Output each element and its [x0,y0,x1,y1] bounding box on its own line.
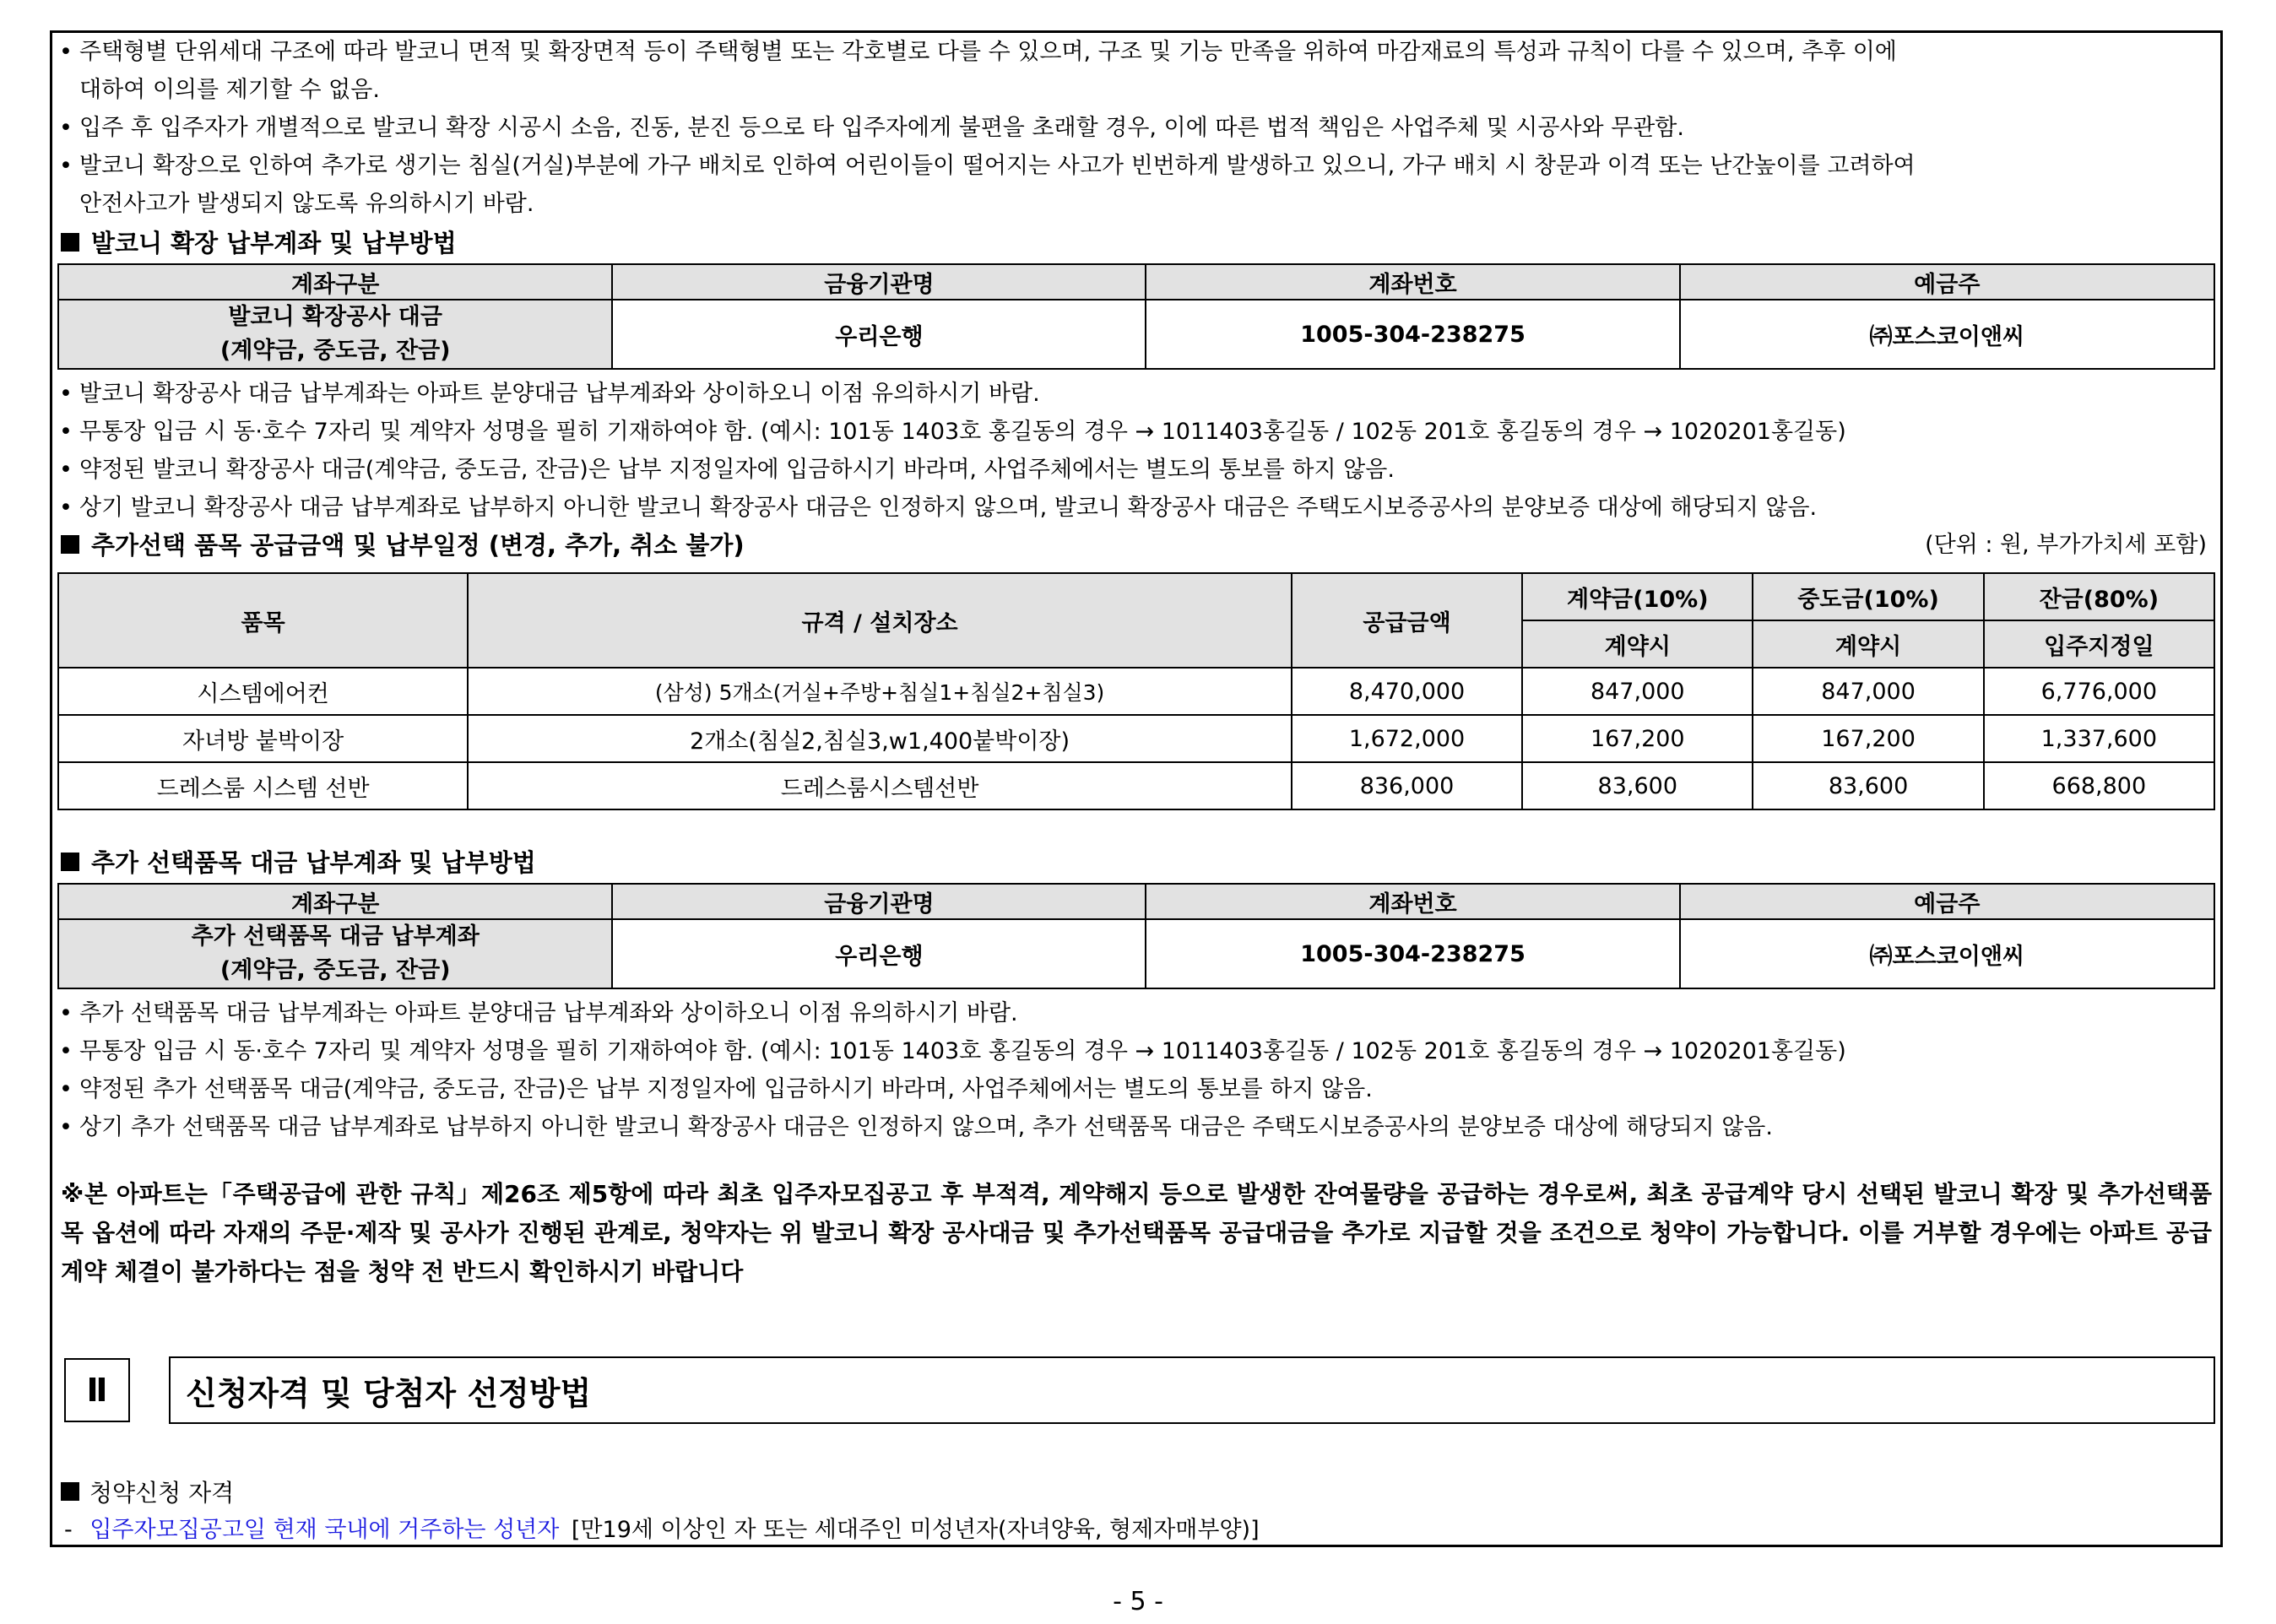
balcony-payment-note: • 발코니 확장공사 대금 납부계좌는 아파트 분양대금 납부계좌와 상이하오니 이점 유의하시기 바람. [57,375,2215,413]
header-deposit-when: 계약시 [1522,620,1753,668]
spec-cell: 2개소(침실2,침실3,w1,400붙박이장) [468,715,1292,762]
balcony-note: • 입주 후 입주자가 개별적으로 발코니 확장 시공시 소음, 진동, 분진 등으로 타 입주자에게 불편을 초래할 경우, 이에 따른 법적 책임은 사업주체 및 시공사와 무관함. [57,109,2215,147]
deposit-cell: 167,200 [1522,715,1753,762]
holder-cell: ㈜포스코이앤씨 [1680,300,2214,369]
header-account-type: 계좌구분 [58,884,612,919]
eligibility-line [64,1512,1260,1549]
square-bullet-icon [61,1482,79,1501]
header-balance-when: 입주지정일 [1984,620,2214,668]
header-account-type: 계좌구분 [58,264,612,300]
eligibility-detail: [만19세 이상인 자 또는 세대주인 미성년자(자녀양육, 형제자매부양)] [571,1517,1260,1543]
unit-note: (단위 : 원, 부가가치세 포함) [1925,532,2207,558]
header-middle: 중도금(10%) [1753,573,1983,620]
balcony-account-title: 발코니 확장 납부계좌 및 납부방법 [57,223,2215,263]
amount-cell: 8,470,000 [1292,668,1522,715]
item-cell: 드레스룸 시스템 선반 [58,762,468,809]
header-holder: 예금주 [1680,884,2214,919]
item-cell: 시스템에어컨 [58,668,468,715]
header-spec: 규격 / 설치장소 [468,573,1292,668]
account-number-cell: 1005-304-238275 [1146,919,1679,988]
header-holder: 예금주 [1680,264,2214,300]
option-payment-note: • 추가 선택품목 대금 납부계좌는 아파트 분양대금 납부계좌와 상이하오니 이점 유의하시기 바람. [57,994,2215,1032]
square-bullet-icon [61,233,79,252]
account-number-cell: 1005-304-238275 [1146,300,1679,369]
item-cell: 자녀방 붙박이장 [58,715,468,762]
square-bullet-icon [61,853,79,871]
balance-cell: 668,800 [1984,762,2214,809]
middle-cell: 167,200 [1753,715,1983,762]
balcony-note: • 발코니 확장으로 인하여 추가로 생기는 침실(거실)부분에 가구 배치로 인하여 어린이들이 떨어지는 사고가 빈번하게 발생하고 있으니, 가구 배치 시 창문과 이격 또는 난간높이를 고려하여 [57,147,2215,185]
eligibility-title: 청약신청 자격 [57,1475,234,1512]
option-payment-note: • 상기 추가 선택품목 대금 납부계좌로 납부하지 아니한 발코니 확장공사 대금은 인정하지 않으며, 추가 선택품목 대금은 주택도시보증공사의 분양보증 대상에 해당되지 않음. [57,1108,2215,1146]
table-row [58,668,2214,715]
header-bank: 금융기관명 [612,884,1146,919]
page-content [57,33,2215,1291]
deposit-cell: 83,600 [1522,762,1753,809]
middle-cell: 83,600 [1753,762,1983,809]
header-bank: 금융기관명 [612,264,1146,300]
table-row [58,715,2214,762]
header-amount: 공급금액 [1292,573,1522,668]
balcony-note-continuation: 대하여 이의를 제기할 수 없음. [79,77,380,103]
option-account-title: 추가 선택품목 대금 납부계좌 및 납부방법 [57,842,2215,883]
header-account-number: 계좌번호 [1146,884,1679,919]
middle-cell: 847,000 [1753,668,1983,715]
balance-cell: 1,337,600 [1984,715,2214,762]
table-row [58,762,2214,809]
header-item: 품목 [58,573,468,668]
square-bullet-icon [61,535,79,554]
amount-cell: 836,000 [1292,762,1522,809]
balcony-note: • 주택형별 단위세대 구조에 따라 발코니 면적 및 확장면적 등이 주택형별 또는 각호별로 다를 수 있으며, 구조 및 기능 만족을 위하여 마감재료의 특성과 규칙이 다를 수 있으며, 추후 이에 [57,33,2215,71]
options-title: 추가선택 품목 공급금액 및 납부일정 (변경, 추가, 취소 불가) (단위 : 원, 부가가치세 포함) [57,527,2215,564]
option-payment-note: • 무통장 입금 시 동·호수 7자리 및 계약자 성명을 필히 기재하여야 함. (예시: 101동 1403호 홍길동의 경우 → 1011403홍길동 / 102동 201호 홍길동의 경우 → 1020201홍길동) [57,1032,2215,1070]
header-middle-when: 계약시 [1753,620,1983,668]
amount-cell: 1,672,000 [1292,715,1522,762]
balcony-payment-note: • 상기 발코니 확장공사 대금 납부계좌로 납부하지 아니한 발코니 확장공사 대금은 인정하지 않으며, 발코니 확장공사 대금은 주택도시보증공사의 분양보증 대상에 해당되지 않음. [57,489,2215,527]
header-balance: 잔금(80%) [1984,573,2214,620]
balcony-account-table [57,263,2215,370]
chapter-numeral: Ⅱ [64,1358,130,1422]
header-account-number: 계좌번호 [1146,264,1679,300]
page-frame [50,30,2223,1547]
option-account-table [57,883,2215,989]
resale-notice: ※본 아파트는「주택공급에 관한 규칙」제26조 제5항에 따라 최초 입주자모집공고 후 부적격, 계약해지 등으로 발생한 잔여물량을 공급하는 경우로써, 최초 공급계약 당시 선택된 발코니 확장 및 추가선택품목 옵션에 따라 자재의 주문·제작 및 공사가 진행된 관계로, 청약자는 위 발코니 확장 공사대금 및 추가선택품목 공급대금을 추가로 지급할 것을 조건으로 청약이 가능합니다. 이를 거부할 경우에는 아파트 공급계약 체결이 불가하다는 점을 청약 전 반드시 확인하시기 바랍니다 [61,1180,2212,1286]
balcony-note-continuation: 안전사고가 발생되지 않도록 유의하시기 바람. [79,191,534,217]
header-deposit: 계약금(10%) [1522,573,1753,620]
chapter-title: 신청자격 및 당첨자 선정방법 [169,1356,2215,1424]
deposit-cell: 847,000 [1522,668,1753,715]
bank-cell: 우리은행 [612,300,1146,369]
options-table [57,572,2215,810]
option-payment-note: • 약정된 추가 선택품목 대금(계약금, 중도금, 잔금)은 납부 지정일자에 입금하시기 바라며, 사업주체에서는 별도의 통보를 하지 않음. [57,1070,2215,1108]
balance-cell: 6,776,000 [1984,668,2214,715]
balcony-payment-note: • 무통장 입금 시 동·호수 7자리 및 계약자 성명을 필히 기재하여야 함. (예시: 101동 1403호 홍길동의 경우 → 1011403홍길동 / 102동 201호 홍길동의 경우 → 1020201홍길동) [57,413,2215,451]
bank-cell: 우리은행 [612,919,1146,988]
dash-marker: - [64,1517,73,1543]
spec-cell: (삼성) 5개소(거실+주방+침실1+침실2+침실3) [468,668,1292,715]
account-type-cell: 발코니 확장공사 대금 (계약금, 중도금, 잔금) [58,300,612,369]
spec-cell: 드레스룸시스템선반 [468,762,1292,809]
page-number: - 5 - [1113,1587,1163,1616]
balcony-payment-note: • 약정된 발코니 확장공사 대금(계약금, 중도금, 잔금)은 납부 지정일자에 입금하시기 바라며, 사업주체에서는 별도의 통보를 하지 않음. [57,451,2215,489]
account-type-cell: 추가 선택품목 대금 납부계좌 (계약금, 중도금, 잔금) [58,919,612,988]
holder-cell: ㈜포스코이앤씨 [1680,919,2214,988]
eligibility-highlight: 입주자모집공고일 현재 국내에 거주하는 성년자 [89,1517,560,1543]
